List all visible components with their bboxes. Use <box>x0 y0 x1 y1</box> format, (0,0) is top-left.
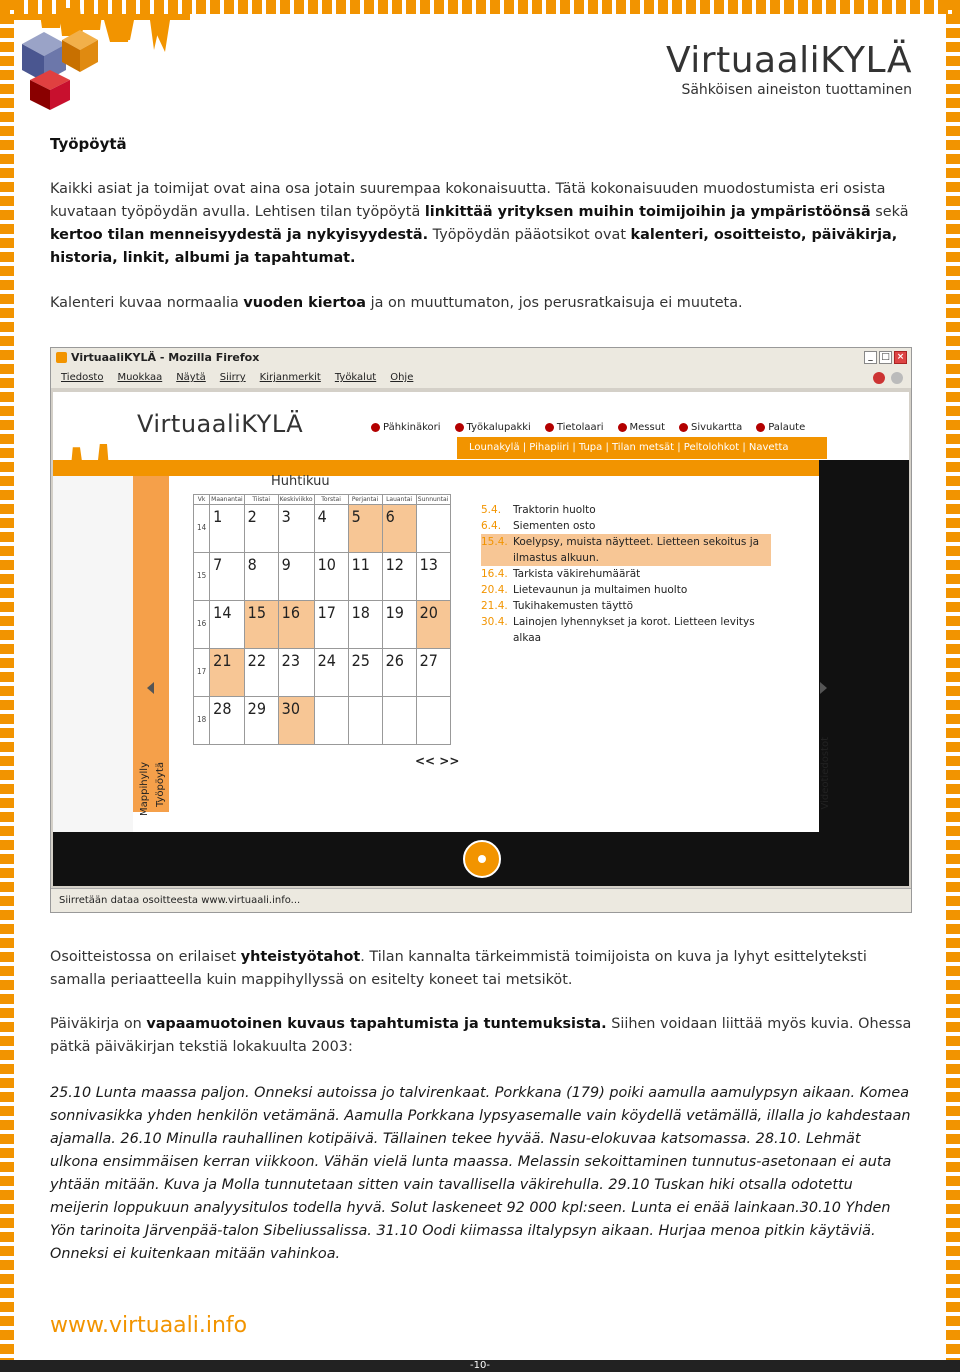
diary-excerpt: 25.10 Lunta maassa paljon. Onneksi autoissa jo talvirenkaat. Porkkana (179) poiki aamulla aamulypsyn aikaan. Komea sonnivasikka yhden henkilön vetämänä. Aamulla Porkkana lypsyasemalle vain köydellä vetämällä, illalla jo kahdestaan ajamalla. 26.10 Minulla rauhallinen kotipäivä. Tällainen tekee hyvää. Nasu-elokuvaa katsomassa. 28.10. Lehmät ulkona ensimmäisen kerran viikkoon. Vähän vielä lunta maassa. Melassin sekoittaminen tunnutus-asetonaan ei auta yhtään mitään. Kuva ja Molla tunnutetaan sitten vain tavallisella väkirehulla. 29.10 Tuskan hiki otsalla odotettu meijerin loppukuun analyysitulos todella hyvä. Solut laskeneet 92 000 kpl:seen. Lunta ei enää lainkaan.30.10 Yhden Yön tarinoita Järvenpää-talon Sibeliussalissa. 31.10 Oodi kiimassa iltalypsyn aikaan. Hurjaa menoa pitkin käytäviä. Onneksi ei kuitenkaan mitään vahinkoa. <box>50 1085 911 1262</box>
nav-label: Sivukartta <box>691 422 743 433</box>
calendar-day[interactable]: 15 <box>244 601 278 649</box>
calendar-day[interactable]: 29 <box>244 697 278 745</box>
event-date: 6.4. <box>481 520 502 532</box>
calendar-week-row <box>194 505 451 553</box>
calendar-day[interactable]: 4 <box>314 505 348 553</box>
text-run: kalenteri, osoitteisto, päiväkirja, historia, linkit, albumi ja tapahtumat. <box>50 227 898 266</box>
browser-menubar <box>51 368 911 388</box>
nav-messut[interactable] <box>618 422 665 433</box>
settings-icon[interactable] <box>891 372 903 384</box>
calendar-body <box>194 505 451 745</box>
calendar-day[interactable] <box>314 697 348 745</box>
calendar-day[interactable]: 28 <box>210 697 245 745</box>
close-icon[interactable]: × <box>894 351 907 364</box>
calendar-day[interactable] <box>416 697 450 745</box>
menu-tyokalut[interactable]: Työkalut <box>334 372 377 383</box>
calendar-day[interactable]: 11 <box>348 553 382 601</box>
event-date: 30.4. <box>481 616 508 628</box>
text-run: Työpöydän pääotsikot ovat <box>428 227 631 243</box>
event-text: Traktorin huolto <box>513 504 596 516</box>
brand-title: VirtuaaliKYLÄ <box>665 40 912 81</box>
event-item[interactable] <box>481 518 771 534</box>
text-run: ja on muuttumaton, jos perusratkaisuja ei muuteta. <box>366 295 743 311</box>
firefox-icon <box>56 352 67 363</box>
menu-siirry[interactable]: Siirry <box>219 372 246 383</box>
calendar-header-cell: Sunnuntai <box>417 496 449 503</box>
nav-bullet-icon <box>618 423 627 432</box>
site-orange-band <box>53 460 909 476</box>
text-run: linkittää yrityksen muihin toimijoihin ja ympäristöönsä <box>424 204 871 220</box>
calendar-day[interactable] <box>382 697 416 745</box>
calendar-day[interactable]: 20 <box>416 601 450 649</box>
event-date: 16.4. <box>481 568 508 580</box>
calendar-day[interactable] <box>348 697 382 745</box>
text-run: Siihen voidaan liittää myös kuvia. Ohessa pätkä päiväkirjan tekstiä lokakuulta 2003: <box>50 1016 912 1055</box>
calendar-header-cell: Tiistai <box>244 495 278 505</box>
addressbook-paragraph <box>50 946 912 992</box>
calendar-header-cell: Perjantai <box>348 495 382 505</box>
window-title: VirtuaaliKYLÄ - Mozilla Firefox <box>71 351 260 364</box>
calendar-day[interactable]: 13 <box>416 553 450 601</box>
stop-icon[interactable] <box>873 372 885 384</box>
calendar-day[interactable]: 18 <box>348 601 382 649</box>
event-text: Lainojen lyhennykset ja korot. Lietteen levitys alkaa <box>513 616 755 644</box>
calendar-day[interactable]: 14 <box>210 601 245 649</box>
calendar-day[interactable] <box>416 505 450 553</box>
calendar-header-cell: Torstai <box>314 495 348 505</box>
site-top-nav <box>371 422 805 433</box>
brand-header <box>666 40 912 98</box>
calendar-header-row <box>194 495 451 505</box>
menu-nayta[interactable]: Näytä <box>176 372 206 383</box>
menu-muokkaa[interactable]: Muokkaa <box>117 372 163 383</box>
nav-bullet-icon <box>455 423 464 432</box>
site-right-panel <box>819 460 909 832</box>
nav-label: Työkalupakki <box>466 422 531 433</box>
event-item[interactable] <box>481 614 771 646</box>
brand-subtitle: Sähköisen aineiston tuottaminen <box>681 82 912 98</box>
browser-statusbar: Siirretään dataa osoitteesta www.virtuaali.info... <box>51 888 911 912</box>
calendar-day[interactable]: 24 <box>314 649 348 697</box>
week-number: 14 <box>194 505 210 553</box>
calendar-day[interactable]: 21 <box>210 649 245 697</box>
calendar-month: Huhtikuu <box>271 474 330 489</box>
calendar-day[interactable]: 1 <box>210 505 245 553</box>
village-logo-icon <box>0 0 200 120</box>
text-run: kertoo tilan menneisyydestä ja nykyisyydestä. <box>50 227 429 243</box>
event-date: 15.4. <box>481 536 508 548</box>
nav-tietolaari[interactable] <box>545 422 604 433</box>
calendar-day[interactable]: 10 <box>314 553 348 601</box>
nav-sivukartta[interactable] <box>679 422 742 433</box>
calendar-paragraph <box>50 292 912 315</box>
maximize-icon[interactable]: □ <box>879 351 892 364</box>
calendar-day[interactable]: 16 <box>278 601 314 649</box>
video-files-tab[interactable]: Videotiedostot <box>820 737 831 810</box>
text-run: Kalenteri kuvaa normaalia <box>50 295 244 311</box>
calendar-day[interactable]: 25 <box>348 649 382 697</box>
week-number: 17 <box>194 649 210 697</box>
week-number: 18 <box>194 697 210 745</box>
nav-label: Palaute <box>768 422 806 433</box>
text-run: sekä <box>870 204 909 220</box>
calendar-header-cell: Lauantai <box>382 495 416 505</box>
nav-pahkinakori[interactable] <box>371 422 441 433</box>
text-run: . Tilan kannalta tärkeimmistä toimijoista on kuva ja lyhyt esittelyteksti samalla periaatteella kuin mappihyllyssä on esitelty koneet tai metsiköt. <box>50 949 867 988</box>
calendar-day[interactable]: 6 <box>382 505 416 553</box>
site-bottom-bar <box>53 832 909 886</box>
minimize-icon[interactable]: _ <box>864 351 877 364</box>
border-left <box>0 0 14 1372</box>
calendar-header-cell: Vk <box>194 495 210 505</box>
calendar-header-cell: Keskiviikko <box>279 496 313 503</box>
calendar-day[interactable]: 27 <box>416 649 450 697</box>
browser-screenshot <box>50 347 912 913</box>
calendar-grid <box>193 494 451 745</box>
footer-url-link[interactable]: www.virtuaali.info <box>50 1313 248 1338</box>
calendar-week-row <box>194 553 451 601</box>
calendar-day[interactable]: 2 <box>244 505 278 553</box>
site-sub-nav[interactable]: Lounakylä | Pihapiiri | Tupa | Tilan metsät | Peltolohkot | Navetta <box>457 437 827 459</box>
calendar-day[interactable]: 8 <box>244 553 278 601</box>
calendar-day[interactable]: 26 <box>382 649 416 697</box>
window-titlebar <box>51 348 911 368</box>
window-controls <box>864 351 907 364</box>
week-number: 15 <box>194 553 210 601</box>
text-run: yhteistyötahot <box>240 949 361 965</box>
nav-bullet-icon <box>756 423 765 432</box>
navigation-joystick-icon[interactable] <box>463 840 501 878</box>
intro-paragraph <box>50 178 912 270</box>
calendar-day[interactable]: 3 <box>278 505 314 553</box>
diary-paragraph <box>50 1013 912 1059</box>
page-number: -10- <box>470 1360 490 1371</box>
event-date: 5.4. <box>481 504 502 516</box>
event-date: 21.4. <box>481 600 508 612</box>
text-run: vapaamuotoinen kuvaus tapahtumista ja tuntemuksista. <box>146 1016 607 1032</box>
calendar-day[interactable]: 22 <box>244 649 278 697</box>
week-number: 16 <box>194 601 210 649</box>
calendar-week-row <box>194 601 451 649</box>
event-text: Tarkista väkirehumäärät <box>513 568 641 580</box>
section-title: Työpöytä <box>50 135 127 153</box>
nav-bullet-icon <box>679 423 688 432</box>
menu-ohje[interactable]: Ohje <box>390 372 414 383</box>
arrow-right-icon[interactable] <box>820 682 827 694</box>
calendar-day[interactable]: 5 <box>348 505 382 553</box>
calendar-header-cell: Maanantai <box>211 496 243 503</box>
arrow-left-icon[interactable] <box>147 682 154 694</box>
calendar-pager[interactable]: << >> <box>415 754 460 768</box>
event-date: 20.4. <box>481 584 508 596</box>
event-item[interactable] <box>481 582 771 598</box>
site-logo[interactable]: VirtuaaliKYLÄ <box>137 410 304 438</box>
text-run: Osoitteistossa on erilaiset <box>50 949 241 965</box>
text-run: Päiväkirja on <box>50 1016 147 1032</box>
nav-tyokalupakki[interactable] <box>455 422 531 433</box>
calendar-week-row <box>194 697 451 745</box>
calendar-week-row <box>194 649 451 697</box>
event-item[interactable] <box>481 566 771 582</box>
calendar-day[interactable]: 17 <box>314 601 348 649</box>
calendar-day[interactable]: 7 <box>210 553 245 601</box>
event-item[interactable] <box>481 502 771 518</box>
menu-tiedosto[interactable]: Tiedosto <box>61 372 104 383</box>
event-text: Tukihakemusten täyttö <box>513 600 634 612</box>
site-viewport <box>53 392 909 832</box>
event-text: Lietevaunun ja multaimen huolto <box>513 584 688 596</box>
calendar-day[interactable]: 9 <box>278 553 314 601</box>
event-text: Koelypsy, muista näytteet. Lietteen sekoitus ja ilmastus alkuun. <box>513 536 760 564</box>
nav-label: Pähkinäkori <box>383 422 441 433</box>
nav-bullet-icon <box>545 423 554 432</box>
menu-kirjanmerkit[interactable]: Kirjanmerkit <box>259 372 321 383</box>
side-tab-tyopoyta[interactable]: Työpöytä <box>155 762 166 808</box>
nav-palaute[interactable] <box>756 422 805 433</box>
event-item[interactable] <box>481 598 771 614</box>
event-text: Siementen osto <box>513 520 596 532</box>
text-run: Kaikki asiat ja toimijat ovat aina osa jotain suurempaa kokonaisuutta. Tätä kokonaisuuden muodostumista eri osista kuvataan työpöydän avulla. Lehtisen tilan työpöytä <box>50 181 886 220</box>
site-left-panel <box>53 460 133 832</box>
border-right <box>946 0 960 1372</box>
calendar-day[interactable]: 23 <box>278 649 314 697</box>
calendar-day[interactable]: 19 <box>382 601 416 649</box>
nav-label: Tietolaari <box>556 422 604 433</box>
browser-toolbar-icons <box>873 372 903 384</box>
calendar-day[interactable]: 30 <box>278 697 314 745</box>
nav-bullet-icon <box>371 423 380 432</box>
nav-label: Messut <box>629 422 665 433</box>
side-tab-mappihylly[interactable]: Mappihylly <box>139 762 150 816</box>
calendar-day[interactable]: 12 <box>382 553 416 601</box>
event-item[interactable] <box>481 534 771 566</box>
text-run: vuoden kiertoa <box>243 295 367 311</box>
event-list <box>481 502 771 646</box>
